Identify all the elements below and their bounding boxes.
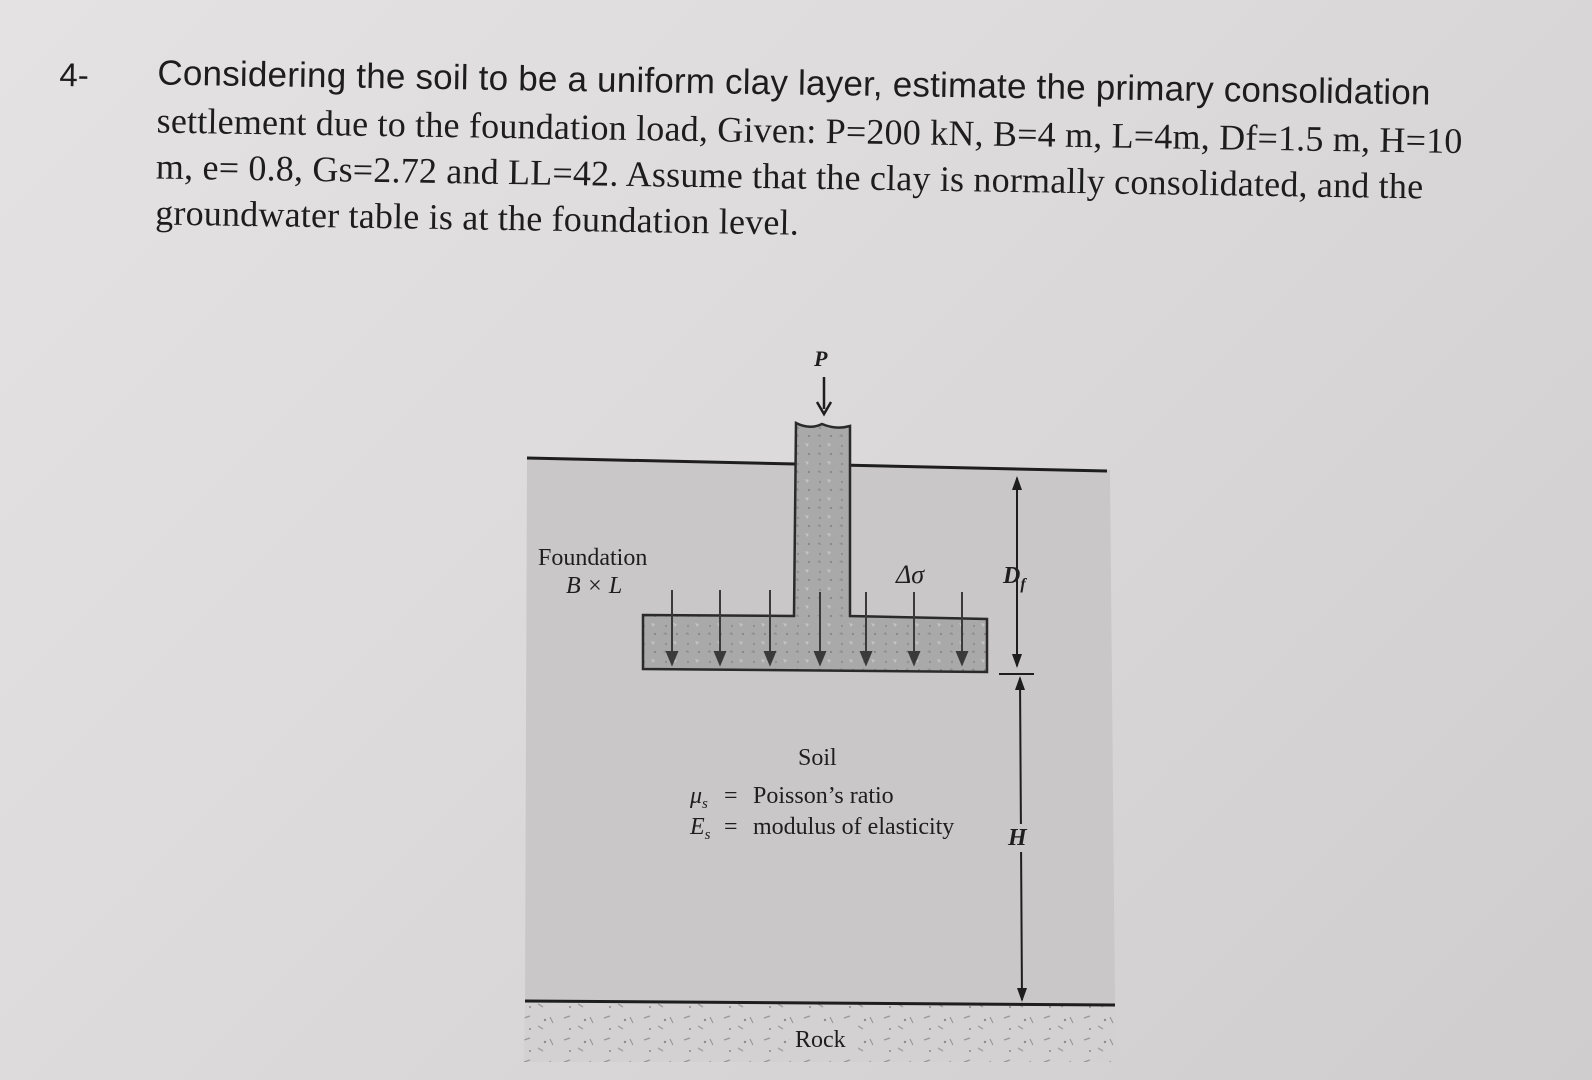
h-label: H (1008, 825, 1027, 851)
question-line-4: groundwater table is at the foundation level. (154, 192, 800, 243)
question-line-1: Considering the soil to be a uniform clay layer, estimate the primary consolidation (157, 53, 1431, 113)
modulus-text: modulus of elasticity (753, 814, 955, 840)
rock-label: Rock (795, 1027, 846, 1053)
question-number: 4- (59, 55, 90, 94)
poisson-equals: = (724, 783, 738, 809)
foundation-label: Foundation (538, 545, 648, 571)
modulus-symbol: $E_s$ (690, 814, 711, 843)
foundation-dims-label: B × L (566, 573, 623, 599)
question-line-2: settlement due to the foundation load, Given: P=200 kN, B=4 m, L=4m, Df=1.5 m, H=10 (156, 100, 1463, 162)
question-line-3: m, e= 0.8, Gs=2.72 and LL=42. Assume that the clay is normally consolidated, and the (155, 146, 1424, 207)
poisson-symbol: $\mu_s$ (690, 783, 708, 812)
modulus-equals: = (724, 814, 738, 840)
poisson-text: Poisson’s ratio (753, 783, 894, 809)
load-label: P (814, 346, 828, 371)
stress-increment-label: Δσ (896, 560, 925, 589)
df-label: $D_f$ (1003, 563, 1026, 593)
soil-label: Soil (798, 745, 837, 771)
